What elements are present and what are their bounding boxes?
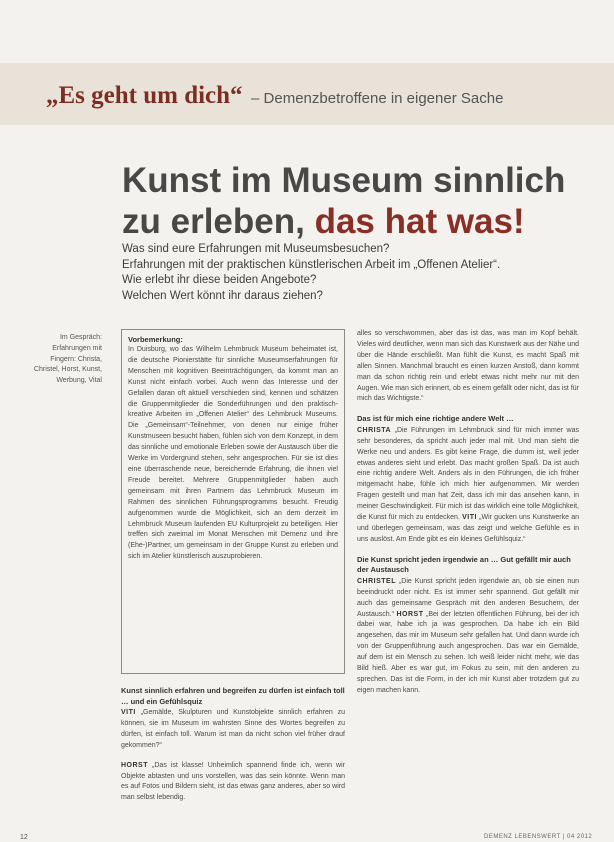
- note-title: Vorbemerkung:: [128, 335, 183, 344]
- quote-text: „Die Kunst spricht jeden irgendwie an, ob sie einen nun beeindruckt oder nicht. Es ist immer sehr spannend. Gut gefällt mir auch das gemeinsame Gespräch mit den anderen Besuchern, der Austausch.“: [357, 577, 579, 618]
- rubric: [46, 82, 503, 110]
- section-heading: Die Kunst spricht jeden irgendwie an … Gut gefällt mir auch der Austausch: [357, 554, 571, 575]
- speaker-name: CHRISTEL: [357, 577, 396, 585]
- speaker-name: HORST: [121, 761, 148, 769]
- speaker-name: VITI: [462, 514, 477, 522]
- section-heading: Das ist für mich eine richtige andere Welt …: [357, 414, 514, 424]
- lead-questions: [122, 242, 602, 304]
- speaker-name: VITI: [121, 709, 136, 716]
- preliminary-note-box: [121, 329, 345, 674]
- quote-text: „Das ist klasse! Unheimlich spannend finde ich, wenn wir Objekte abtasten und uns vorstellen, was das sein könnte. Wenn man es auf Fotos und Bildern sieht, ist das etwas ganz anderes, aber so wird man selbst lebendig.: [121, 761, 345, 802]
- headline-plain: zu erleben,: [122, 202, 315, 241]
- publication-footer: DEMENZ LEBENSWERT | 04 2012: [484, 834, 593, 840]
- speaker-name: CHRISTA: [357, 426, 392, 434]
- quote-text: „Bei der letzten öffentlichen Führung, bei der ich dabei war, habe ich ja was gesprochen. Da habe ich ein Bild angesehen, das mir im Museum sehr gefallen hat. Und dann wurde ich von der Gruppenführung auch angesprochen. Das war ein Gemälde, auf dem ist ein Mensch zu sehen. Ich weiß leider nicht mehr, wie das Bild hieß. Aber es war gut, im Fokus zu sein, mit den anderen zu sprechen. Das ist die Form, in der ich mir Kunst aber trotzdem gut zu eigen machen kann.: [357, 610, 579, 694]
- quote-text: „Gemälde, Skulpturen und Kunstobjekte sinnlich erfahren zu können, sie im Museum im wahrsten Sinne des Wortes begreifen zu dürfen, ist einfach toll. Warum ist man da nicht schon viel früher drauf gekommen?“: [121, 709, 345, 749]
- column-a: [121, 686, 345, 826]
- page-number: 12: [20, 834, 28, 841]
- lead-question: Wie erlebt ihr diese beiden Angebote?: [122, 274, 317, 286]
- speaker-name: HORST: [396, 610, 424, 618]
- column-b: [357, 329, 579, 829]
- quote-paragraph: [121, 761, 345, 805]
- headline-line-2: [122, 201, 592, 242]
- headline-line-1: Kunst im Museum sinnlich: [122, 161, 566, 200]
- quote-paragraph: [121, 708, 345, 752]
- continued-text: alles so verschwommen, aber das ist das, was man im Kopf behält. Vieles wird deutlicher, wenn man sich das Kunstwerk aus der Nähe und über die Hände erschließt. Man fühlt die Kunst, es macht Spaß mit allen Sinnen. Manchmal braucht es einen kurzen Anstoß, dann kommt man da schon richtig rein und erlebt etwas nicht mehr nur mit den Augen. Wie man sich erinnert, ob es einem gefällt oder nicht, das ist für mich das Wichtigste.“: [357, 330, 579, 403]
- headline-accent: das hat was!: [314, 202, 525, 241]
- lead-question: Erfahrungen mit der praktischen künstlerischen Arbeit im „Offenen Atelier“.: [122, 258, 501, 271]
- quote-paragraph: [357, 426, 579, 546]
- quote-text: „Die Führungen im Lehmbruck sind für mich immer was sehr besonderes, da spricht auch jeder mal mit. Und man sieht die Werke neu und anders. Es gibt keine Frage, die dumm ist, weil jeder etwas anderes sieht und erlebt. Das macht großen Spaß. Da ist auch eine richtig andere Welt. Anders als in den Führungen, die ich früher mitgemacht habe, fühle ich mich hier aufgenommen. Mir werden Fragen gestellt und man hat Zeit, dass ich mir das ansehen kann, in meiner Geschwindigkeit. Für mich ist das wirklich eine tolle Möglichkeit, die Kunst für mich zu entdecken.: [357, 426, 579, 522]
- quote-text: „Wir gucken uns Kunstwerke an und überlegen gemeinsam, was das zeigt und welche Gefühle es in uns auslöst. Am Ende gibt es ein kleines Gefühlsquiz.“: [357, 514, 579, 543]
- article-headline: [122, 160, 592, 242]
- interview-credit: Im Gespräch: Erfahrungen mit Fingern: Christa, Christel, Horst, Kunst, Werbung, Vital: [33, 334, 102, 385]
- lead-question: Welchen Wert könnt ihr daraus ziehen?: [122, 289, 323, 302]
- lead-question: Was sind eure Erfahrungen mit Museumsbesuchen?: [122, 243, 390, 255]
- note-body: In Duisburg, wo das Wilhelm Lehmbruck Museum beheimatet ist, die deutsche Pionierstätte für sinnliche Museumserfahrungen für Menschen mit kognitiven Beeinträchtigungen, da kommt man an Kunst nicht einfach vorbei. Auch wenn das Interesse und der Gefallen daran oft aktuell verschieden sind, kennen und schätzen die Gruppenmitglieder die Sonderführungen und den praktisch-kreative Arbeiten im „Offenen Atelier“ des Lehmbruck Museums. Die „Gemeinsam“-Teilnehmer, von denen nur einige früher Kunstmuseen besucht haben, fühlen sich von dem Konzept, in dem das sinnliche und emotionale Erleben sowie der Austausch über die Werke im Vordergrund stehen, sehr angesprochen. Für sie ist dies eine überraschende neue, bereichernde Erfahrung, die ihnen viel Freude bereitet. Mehrere Gruppenmitglieder haben auch gemeinsam mit ihren Partnern das Lehmbruck Museum im Rahmen des sinnlichen Führungsprogramms besucht. Freudig aufgenommen wurde die Möglichkeit, sich an dem derzeit im Lehmbruck Museum laufenden EU Kulturprojekt zu beteiligen. Hier treffen sich zweimal im Monat Menschen mit Demenz und ihre (Ehe-)Partner, um gemeinsam in der Gruppe Kunst zu erleben und sich im Atelier künstlerisch auszuprobieren.: [128, 346, 338, 561]
- section-heading: Kunst sinnlich erfahren und begreifen zu dürfen ist einfach toll … und ein Gefühlsquiz: [121, 686, 345, 706]
- quote-paragraph: [357, 577, 579, 697]
- rubric-title: „Es geht um dich“: [46, 82, 243, 109]
- rubric-subtitle: – Demenzbetroffene in eigener Sache: [251, 90, 504, 107]
